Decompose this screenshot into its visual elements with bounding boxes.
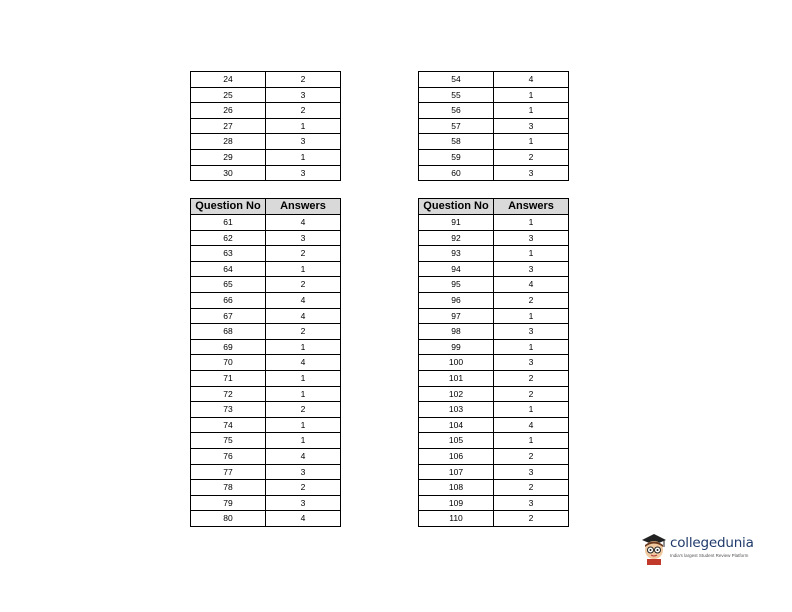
question-number-cell: 62 <box>191 230 266 246</box>
question-number-cell: 71 <box>191 370 266 386</box>
question-number-cell: 68 <box>191 324 266 340</box>
table-row <box>191 118 341 134</box>
question-number-cell: 95 <box>419 277 494 293</box>
answer-cell: 1 <box>494 215 569 231</box>
answer-table-61-80 <box>190 198 341 527</box>
table-row <box>419 324 569 340</box>
question-no-header: Question No <box>191 199 266 215</box>
answer-cell: 3 <box>266 134 341 150</box>
answer-cell: 1 <box>266 149 341 165</box>
answer-cell: 2 <box>494 448 569 464</box>
table-row <box>191 402 341 418</box>
question-number-cell: 73 <box>191 402 266 418</box>
table-row <box>419 417 569 433</box>
question-number-cell: 67 <box>191 308 266 324</box>
answer-cell: 3 <box>266 464 341 480</box>
answer-cell: 4 <box>266 511 341 527</box>
table-row <box>191 261 341 277</box>
table-row <box>419 386 569 402</box>
answer-cell: 1 <box>266 433 341 449</box>
answer-cell: 2 <box>266 480 341 496</box>
answer-cell: 3 <box>266 165 341 181</box>
answer-cell: 1 <box>266 417 341 433</box>
table-row <box>419 355 569 371</box>
question-number-cell: 96 <box>419 292 494 308</box>
table-row <box>191 149 341 165</box>
question-number-cell: 30 <box>191 165 266 181</box>
question-number-cell: 66 <box>191 292 266 308</box>
table-row <box>419 480 569 496</box>
question-number-cell: 72 <box>191 386 266 402</box>
table-row <box>191 72 341 88</box>
question-number-cell: 100 <box>419 355 494 371</box>
question-number-cell: 29 <box>191 149 266 165</box>
answer-cell: 4 <box>266 355 341 371</box>
answers-header: Answers <box>266 199 341 215</box>
answer-cell: 1 <box>494 308 569 324</box>
table-row <box>191 511 341 527</box>
table-row <box>191 308 341 324</box>
table-row <box>191 464 341 480</box>
answer-cell: 1 <box>494 134 569 150</box>
table-row <box>191 448 341 464</box>
answer-cell: 3 <box>494 464 569 480</box>
answer-cell: 3 <box>494 165 569 181</box>
table-row <box>419 215 569 231</box>
answer-cell: 2 <box>266 277 341 293</box>
answer-table-24-30 <box>190 71 341 181</box>
table-row <box>419 103 569 119</box>
answer-cell: 3 <box>494 261 569 277</box>
answer-cell: 3 <box>266 495 341 511</box>
question-number-cell: 79 <box>191 495 266 511</box>
table-row <box>191 215 341 231</box>
table-row <box>419 339 569 355</box>
table-row <box>419 308 569 324</box>
question-no-header: Question No <box>419 199 494 215</box>
table-row <box>191 292 341 308</box>
question-number-cell: 76 <box>191 448 266 464</box>
answer-cell: 1 <box>494 87 569 103</box>
answer-cell: 2 <box>494 370 569 386</box>
answer-cell: 2 <box>266 246 341 262</box>
table-header-row <box>419 199 569 215</box>
question-number-cell: 64 <box>191 261 266 277</box>
answer-cell: 1 <box>266 370 341 386</box>
question-number-cell: 75 <box>191 433 266 449</box>
table-row <box>191 386 341 402</box>
question-number-cell: 78 <box>191 480 266 496</box>
question-number-cell: 25 <box>191 87 266 103</box>
answer-cell: 1 <box>266 118 341 134</box>
answer-cell: 1 <box>494 433 569 449</box>
table-row <box>419 134 569 150</box>
question-number-cell: 61 <box>191 215 266 231</box>
table-row <box>191 103 341 119</box>
logo-tagline: India's largest Student Review Platform <box>670 553 749 558</box>
answer-cell: 4 <box>494 277 569 293</box>
question-number-cell: 27 <box>191 118 266 134</box>
question-number-cell: 26 <box>191 103 266 119</box>
table-row <box>419 464 569 480</box>
question-number-cell: 108 <box>419 480 494 496</box>
question-number-cell: 103 <box>419 402 494 418</box>
question-number-cell: 54 <box>419 72 494 88</box>
answer-cell: 3 <box>266 87 341 103</box>
answer-cell: 1 <box>494 103 569 119</box>
question-number-cell: 80 <box>191 511 266 527</box>
question-number-cell: 24 <box>191 72 266 88</box>
table-row <box>191 277 341 293</box>
question-number-cell: 107 <box>419 464 494 480</box>
table-row <box>191 339 341 355</box>
question-number-cell: 56 <box>419 103 494 119</box>
answer-table-91-110 <box>418 198 569 527</box>
table-row <box>191 246 341 262</box>
answer-cell: 1 <box>266 339 341 355</box>
answer-cell: 4 <box>266 448 341 464</box>
question-number-cell: 91 <box>419 215 494 231</box>
table-row <box>419 246 569 262</box>
question-number-cell: 106 <box>419 448 494 464</box>
question-number-cell: 110 <box>419 511 494 527</box>
table-row <box>191 433 341 449</box>
table-row <box>419 370 569 386</box>
answer-cell: 4 <box>266 308 341 324</box>
answer-cell: 2 <box>266 324 341 340</box>
question-number-cell: 60 <box>419 165 494 181</box>
answer-cell: 2 <box>494 480 569 496</box>
table-row <box>419 261 569 277</box>
answer-cell: 4 <box>266 292 341 308</box>
question-number-cell: 58 <box>419 134 494 150</box>
question-number-cell: 99 <box>419 339 494 355</box>
table-row <box>419 511 569 527</box>
answer-cell: 1 <box>266 386 341 402</box>
answer-cell: 2 <box>494 149 569 165</box>
answer-cell: 2 <box>266 72 341 88</box>
table-row <box>419 292 569 308</box>
question-number-cell: 102 <box>419 386 494 402</box>
question-number-cell: 97 <box>419 308 494 324</box>
question-number-cell: 57 <box>419 118 494 134</box>
table-row <box>419 433 569 449</box>
table-row <box>419 495 569 511</box>
question-number-cell: 77 <box>191 464 266 480</box>
answer-cell: 2 <box>494 292 569 308</box>
table-row <box>191 417 341 433</box>
answers-header: Answers <box>494 199 569 215</box>
question-number-cell: 98 <box>419 324 494 340</box>
table-row <box>419 230 569 246</box>
question-number-cell: 109 <box>419 495 494 511</box>
question-number-cell: 28 <box>191 134 266 150</box>
answer-cell: 2 <box>494 386 569 402</box>
answer-cell: 1 <box>494 246 569 262</box>
logo-wordmark: collegedunia <box>670 535 754 551</box>
answer-cell: 4 <box>266 215 341 231</box>
question-number-cell: 55 <box>419 87 494 103</box>
answer-cell: 4 <box>494 72 569 88</box>
table-row <box>191 230 341 246</box>
answer-cell: 3 <box>494 495 569 511</box>
mascot-icon <box>640 532 668 566</box>
table-row <box>419 118 569 134</box>
question-number-cell: 94 <box>419 261 494 277</box>
table-row <box>419 87 569 103</box>
table-row <box>191 370 341 386</box>
answer-cell: 2 <box>266 103 341 119</box>
table-row <box>419 402 569 418</box>
question-number-cell: 105 <box>419 433 494 449</box>
question-number-cell: 63 <box>191 246 266 262</box>
table-row <box>191 355 341 371</box>
answer-cell: 3 <box>494 355 569 371</box>
table-row <box>419 149 569 165</box>
table-row <box>191 134 341 150</box>
table-row <box>191 324 341 340</box>
table-header-row <box>191 199 341 215</box>
answer-cell: 2 <box>494 511 569 527</box>
answer-cell: 3 <box>494 324 569 340</box>
table-row <box>191 495 341 511</box>
answer-cell: 1 <box>494 339 569 355</box>
answer-cell: 3 <box>266 230 341 246</box>
answer-cell: 1 <box>494 402 569 418</box>
table-row <box>419 448 569 464</box>
answer-cell: 3 <box>494 118 569 134</box>
table-row <box>419 277 569 293</box>
question-number-cell: 104 <box>419 417 494 433</box>
table-row <box>419 72 569 88</box>
collegedunia-logo <box>640 532 780 568</box>
question-number-cell: 74 <box>191 417 266 433</box>
answer-cell: 1 <box>266 261 341 277</box>
table-row <box>191 87 341 103</box>
question-number-cell: 101 <box>419 370 494 386</box>
answer-cell: 4 <box>494 417 569 433</box>
question-number-cell: 69 <box>191 339 266 355</box>
table-row <box>419 165 569 181</box>
table-row <box>191 165 341 181</box>
answer-table-54-60 <box>418 71 569 181</box>
question-number-cell: 70 <box>191 355 266 371</box>
question-number-cell: 65 <box>191 277 266 293</box>
answer-cell: 3 <box>494 230 569 246</box>
question-number-cell: 59 <box>419 149 494 165</box>
question-number-cell: 92 <box>419 230 494 246</box>
answer-cell: 2 <box>266 402 341 418</box>
table-row <box>191 480 341 496</box>
question-number-cell: 93 <box>419 246 494 262</box>
